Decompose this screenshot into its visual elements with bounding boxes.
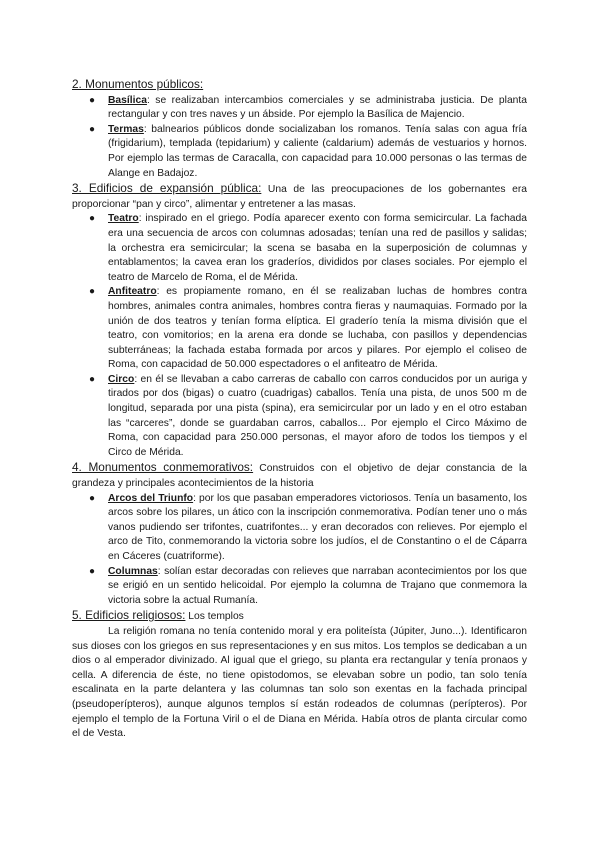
bullet-icon: ● xyxy=(89,213,96,225)
list-item xyxy=(89,565,527,609)
section-intro: Los templos xyxy=(185,611,244,623)
term-columnas: Columnas xyxy=(108,565,158,577)
bullet-list xyxy=(72,212,527,460)
section-title: 3. Edificios de expansión pública: xyxy=(72,181,262,196)
list-item xyxy=(89,123,527,181)
term-anfiteatro: Anfiteatro xyxy=(108,286,157,298)
section-title: 5. Edificios religiosos: xyxy=(72,608,186,623)
item-description: : por los que pasaban emperadores victoriosos. Tenía un basamento, los arcos sobre los pilares, un ático con la inscripción conmemorativa. Podían tener uno o más vanos pudiendo ser trifontes, cuatrifontes... y eran decorados con relieves. Por ejemplo el arco de Tito, conmemorando la victoria sobre los judíos, el de Constantino o el de Cáparra en Cáceres (cuatriforme). xyxy=(108,492,527,562)
term-basilica: Basílica xyxy=(108,94,147,106)
bullet-list xyxy=(72,492,527,609)
item-description: : inspirado en el griego. Podía aparecer exento con forma semicircular. La fachada era una secuencia de arcos con columnas adosadas; tenían una red de pasillos y salidas; la orchestra era semicircular; la scena se basaba en la superposición de columnas y entablamentos; la cavea eran los graderíos, divididos por clases sociales. Por ejemplo el teatro de Marcelo de Roma, el de Mérida. xyxy=(108,213,527,283)
section-heading-edificios-expansion xyxy=(72,181,527,212)
item-description: : es propiamente romano, en él se realizaban luchas de hombres contra hombres, animales contra animales, hombres contra fieras y naumaquias. Formado por la unión de dos teatros y tenían forma elíptica. El graderío tenía la misma división que el teatro, con vomitorios; en la arena era donde se luchaba, con pasillos y dependencias subterráneas; la fachada estaba formada por arcos y pilares. Por ejemplo el coliseo de Roma, con capacidad de 50.000 espectadores o el anfiteatro de Mérida. xyxy=(108,286,527,371)
list-item xyxy=(89,285,527,373)
section-intro: Una de las preocupaciones de los gobernantes era proporcionar “pan y circo”, alimentar y entretener a las masas. xyxy=(72,184,527,210)
bullet-icon: ● xyxy=(89,492,96,504)
document-body xyxy=(72,77,527,742)
bullet-icon: ● xyxy=(89,373,96,385)
term-circo: Circo xyxy=(108,373,135,385)
list-item xyxy=(89,212,527,285)
list-item xyxy=(89,373,527,461)
term-termas: Termas xyxy=(108,123,144,135)
bullet-icon: ● xyxy=(89,94,96,106)
list-item xyxy=(89,94,527,123)
section-title: 4. Monumentos conmemorativos: xyxy=(72,460,254,475)
section-heading-edificios-religiosos xyxy=(72,608,527,625)
bullet-icon: ● xyxy=(89,565,96,577)
section-heading-monumentos-publicos xyxy=(72,77,527,94)
final-paragraph xyxy=(72,625,527,742)
section-heading-monumentos-conmemorativos xyxy=(72,460,527,491)
item-description: : solían estar decoradas con relieves que narraban acontecimientos por los que se erigió en un sentido helicoidal. Por ejemplo la columna de Trajano que conmemora la victoria sobre la actual Rumanía. xyxy=(108,565,527,606)
bullet-icon: ● xyxy=(89,123,96,135)
section-intro: Construidos con el objetivo de dejar constancia de la grandeza y principales acontecimientos de la historia xyxy=(72,463,527,490)
section-title: 2. Monumentos públicos: xyxy=(72,77,204,91)
list-item xyxy=(89,492,527,565)
item-description: : balnearios públicos donde socializaban los romanos. Tenía salas con agua fría (frigidarium), templada (tepidarium) y caliente (caldarium) además de vestuarios y hornos. Por ejemplo las termas de Caracalla, con capacidad para 10.000 personas o las termas de Alange en Badajoz. xyxy=(108,123,527,179)
bullet-list xyxy=(72,94,527,182)
term-teatro: Teatro xyxy=(108,213,139,225)
final-paragraph-text: La religión romana no tenía contenido moral y era politeísta (Júpiter, Juno...). Identificaron sus dioses con los griegos en sus representaciones y en sus mitos. Los templos se dedicaban a un dios o al emperador divinizado. Al igual que el griego, su planta era rectangular y tenía pronaos y cella. A diferencia de éste, no tiene opistodomos, se elevaban sobre un podio, tan solo tenía escalinata en la parte delantera y las columnas tan solo son exentas en la fachada principal (pseudoperípteros), aunque algunos templos sí están rodeados de columnas (perípteros). Por ejemplo el templo de la Fortuna Viril o el de Diana en Mérida. Había otros de planta circular como el de Vesta. xyxy=(72,625,527,740)
item-description: : se realizaban intercambios comerciales y se administraba justicia. De planta rectangular y con tres naves y un ábside. Por ejemplo la Basílica de Majencio. xyxy=(108,94,527,121)
bullet-icon: ● xyxy=(89,286,96,298)
term-arcos-del-triunfo: Arcos del Triunfo xyxy=(108,492,194,504)
item-description: : en él se llevaban a cabo carreras de caballo con carros conducidos por un auriga y tirados por dos (bigas) o cuatro (cuadrigas) caballos. Tenía una pista, de unos 500 m de longitud, separada por una pista (spina), era semicircular por un lado y en el otro estaban las “carceres”, donde se guardaban carros, caballos... Por ejemplo el Circo Máximo de Roma, con capacidad para 250.000 personas, el mayor aforo de todos los tiempos y el Circo de Mérida. xyxy=(108,373,527,458)
